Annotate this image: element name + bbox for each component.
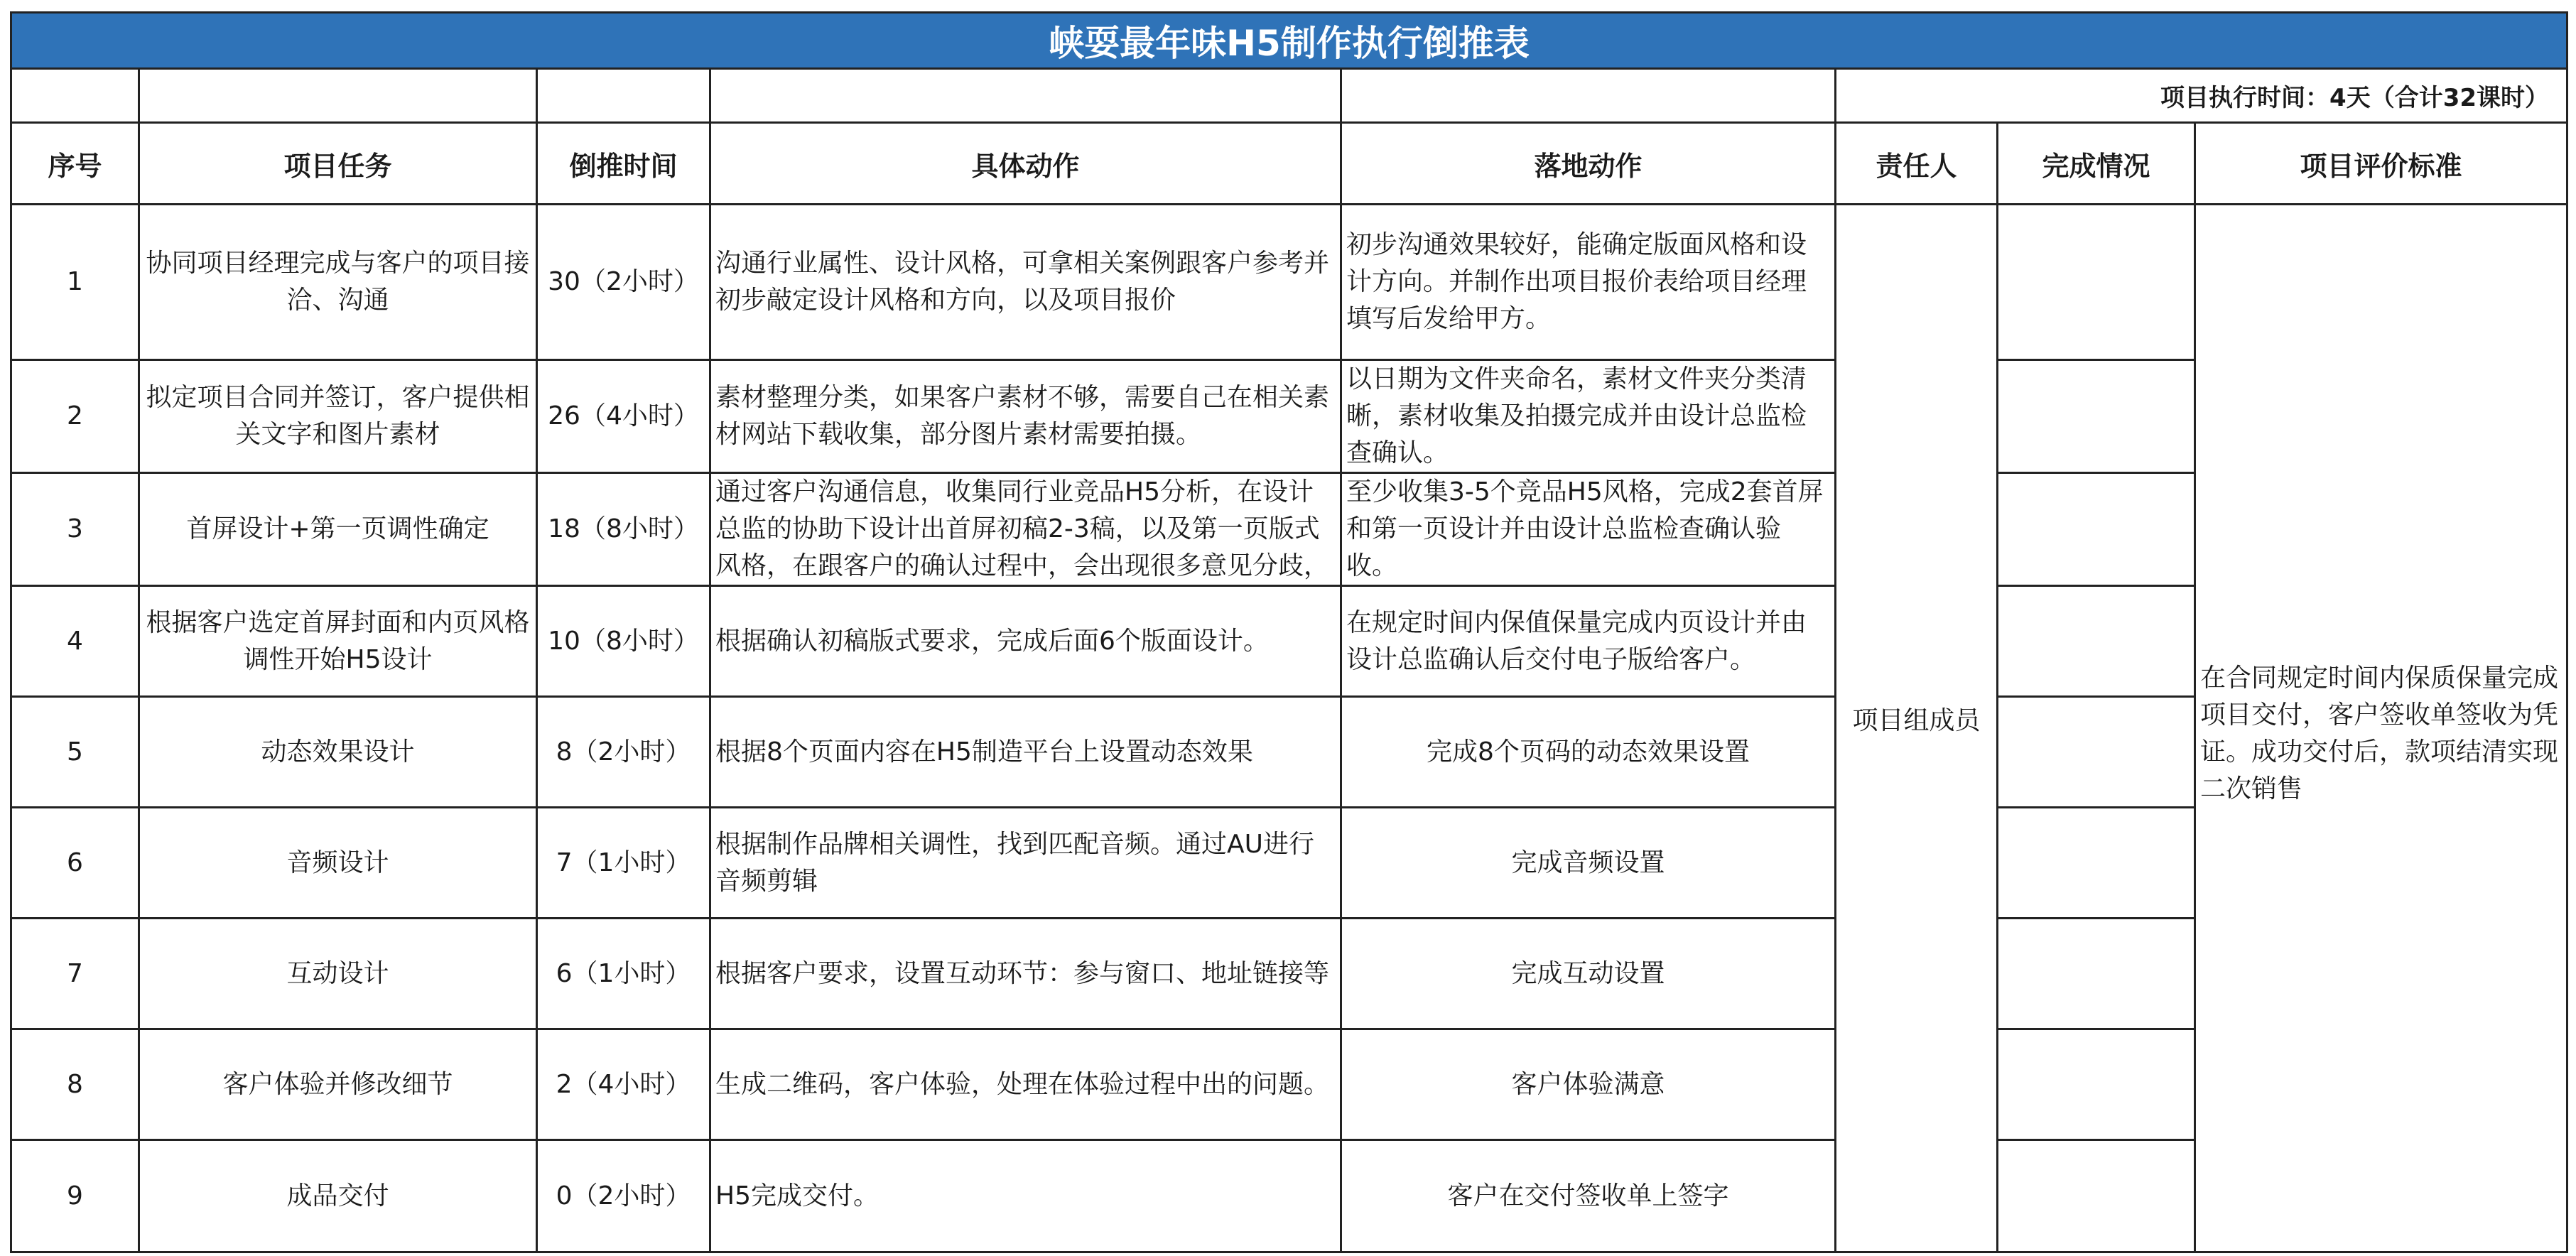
task-cell[interactable]: 音频设计 [139,808,537,919]
status-cell[interactable] [1998,1029,2195,1140]
status-cell[interactable] [1998,586,2195,697]
landing-cell[interactable]: 客户在交付签收单上签字 [1341,1140,1836,1252]
table-row [11,808,2567,919]
header-landing[interactable]: 落地动作 [1341,123,1836,205]
task-cell[interactable]: 动态效果设计 [139,697,537,808]
landing-text: 以日期为文件夹命名，素材文件夹分类清晰，素材收集及拍摄完成并由设计总监检查确认。 [1346,364,1807,467]
action-cell[interactable]: 根据制作品牌相关调性，找到匹配音频。通过AU进行音频剪辑 [710,808,1341,919]
time-cell[interactable]: 26（4小时） [537,360,710,473]
time-cell[interactable]: 8（2小时） [537,697,710,808]
status-cell[interactable] [1998,919,2195,1029]
time-cell[interactable]: 18（8小时） [537,473,710,586]
task-cell[interactable]: 根据客户选定首屏封面和内页风格调性开始H5设计 [139,586,537,697]
seq-cell[interactable]: 4 [11,586,139,697]
empty-cell[interactable] [537,69,710,123]
status-cell[interactable] [1998,1140,2195,1252]
table-row [11,1029,2567,1140]
table-row [11,205,2567,360]
task-cell[interactable]: 成品交付 [139,1140,537,1252]
seq-cell[interactable]: 8 [11,1029,139,1140]
action-cell[interactable]: 素材整理分类，如果客户素材不够，需要自己在相关素材网站下载收集，部分图片素材需要拍摄。 [710,360,1341,473]
header-time[interactable]: 倒推时间 [537,123,710,205]
action-cell[interactable]: 根据确认初稿版式要求，完成后面6个版面设计。 [710,586,1341,697]
table-row [11,1140,2567,1252]
time-cell[interactable]: 30（2小时） [537,205,710,360]
landing-text: 至少收集3-5个竞品H5风格，完成2套首屏和第一页设计并由设计总监检查确认验收。 [1346,477,1824,580]
header-owner[interactable]: 责任人 [1836,123,1998,205]
task-cell[interactable]: 协同项目经理完成与客户的项目接洽、沟通 [139,205,537,360]
landing-cell[interactable]: 在规定时间内保值保量完成内页设计并由设计总监确认后交付电子版给客户。 [1341,586,1836,697]
action-cell[interactable]: 根据8个页面内容在H5制造平台上设置动态效果 [710,697,1341,808]
status-cell[interactable] [1998,808,2195,919]
action-cell[interactable]: H5完成交付。 [710,1140,1341,1252]
status-cell[interactable] [1998,205,2195,360]
spreadsheet [10,11,2566,1253]
seq-cell[interactable]: 1 [11,205,139,360]
empty-cell[interactable] [11,69,139,123]
time-cell[interactable]: 7（1小时） [537,808,710,919]
schedule-table [10,11,2568,1253]
status-cell[interactable] [1998,360,2195,473]
landing-cell[interactable]: 完成8个页码的动态效果设置 [1341,697,1836,808]
empty-cell[interactable] [1341,69,1836,123]
table-row [11,697,2567,808]
header-status[interactable]: 完成情况 [1998,123,2195,205]
seq-cell[interactable]: 2 [11,360,139,473]
seq-cell[interactable]: 7 [11,919,139,1029]
time-cell[interactable]: 0（2小时） [537,1140,710,1252]
table-row [11,919,2567,1029]
task-cell[interactable]: 首屏设计+第一页调性确定 [139,473,537,586]
table-row [11,360,2567,473]
header-criteria[interactable]: 项目评价标准 [2195,123,2567,205]
empty-cell[interactable] [139,69,537,123]
landing-cell[interactable]: 客户体验满意 [1341,1029,1836,1140]
task-cell[interactable]: 拟定项目合同并签订，客户提供相关文字和图片素材 [139,360,537,473]
sheet-title[interactable]: 峡耍最年味H5制作执行倒推表 [11,13,2567,69]
owner-cell[interactable]: 项目组成员 [1836,205,1998,1252]
status-cell[interactable] [1998,697,2195,808]
action-text: 通过客户沟通信息，收集同行业竞品H5分析，在设计总监的协助下设计出首屏初稿2-3稿，以及第一页版式风格，在跟客户的确认过程中，会出现很多意见分歧， [715,477,1330,580]
landing-cell[interactable]: 完成音频设置 [1341,808,1836,919]
execution-time[interactable]: 项目执行时间：4天（合计32课时） [1836,69,2567,123]
seq-cell[interactable]: 3 [11,473,139,586]
time-cell[interactable]: 10（8小时） [537,586,710,697]
landing-cell[interactable]: 初步沟通效果较好，能确定版面风格和设计方向。并制作出项目报价表给项目经理填写后发给甲方。 [1341,205,1836,360]
action-cell[interactable]: 沟通行业属性、设计风格，可拿相关案例跟客户参考并初步敲定设计风格和方向，以及项目报价 [710,205,1341,360]
action-cell[interactable]: 根据客户要求，设置互动环节：参与窗口、地址链接等 [710,919,1341,1029]
seq-cell[interactable]: 6 [11,808,139,919]
action-cell[interactable]: 生成二维码，客户体验，处理在体验过程中出的问题。 [710,1029,1341,1140]
task-cell[interactable]: 互动设计 [139,919,537,1029]
landing-cell[interactable] [1341,360,1836,473]
header-seq[interactable]: 序号 [11,123,139,205]
seq-cell[interactable]: 5 [11,697,139,808]
time-cell[interactable]: 2（4小时） [537,1029,710,1140]
header-action[interactable]: 具体动作 [710,123,1341,205]
action-cell[interactable] [710,473,1341,586]
header-task[interactable]: 项目任务 [139,123,537,205]
table-row [11,473,2567,586]
empty-cell[interactable] [710,69,1341,123]
landing-cell[interactable] [1341,473,1836,586]
table-row [11,586,2567,697]
criteria-cell[interactable]: 在合同规定时间内保质保量完成项目交付，客户签收单签收为凭证。成功交付后，款项结清实现二次销售 [2195,205,2567,1252]
landing-cell[interactable]: 完成互动设置 [1341,919,1836,1029]
time-cell[interactable]: 6（1小时） [537,919,710,1029]
seq-cell[interactable]: 9 [11,1140,139,1252]
task-cell[interactable]: 客户体验并修改细节 [139,1029,537,1140]
status-cell[interactable] [1998,473,2195,586]
